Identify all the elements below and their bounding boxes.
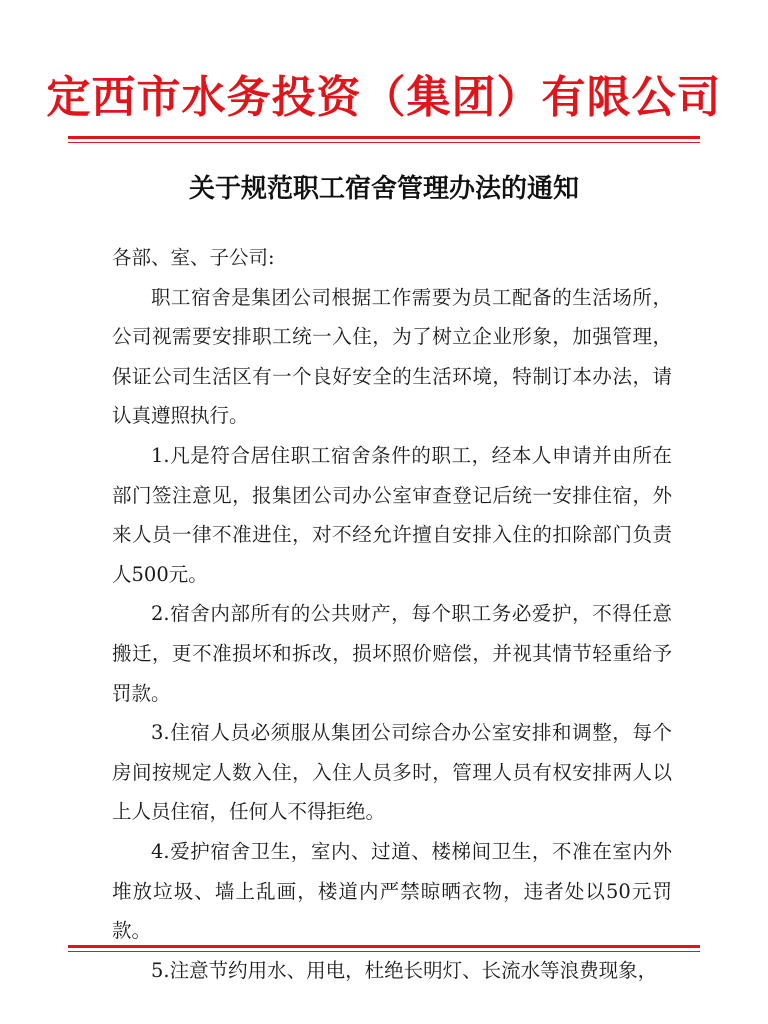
paragraph-item-4: 4.爱护宿舍卫生，室内、过道、楼梯间卫生，不准在室内外堆放垃圾、墙上乱画，楼道内严禁晾晒衣物，违者处以50元罚款。: [112, 839, 672, 943]
document-title: 关于规范职工宿舍管理办法的通知: [188, 174, 579, 204]
document-body: [112, 238, 672, 990]
paragraph-item-5: 5.注意节约用水、用电，杜绝长明灯、长流水等浪费现象，: [151, 958, 658, 982]
paragraph-item-3: 3.住宿人员必须服从集团公司综合办公室安排和调整，每个房间按规定人数入住，入住人员多时，管理人员有权安排两人以上人员住宿，任何人不得拒绝。: [112, 721, 672, 824]
paragraph-intro: 职工宿舍是集团公司根据工作需要为员工配备的生活场所，公司视需要安排职工统一入住，为了树立企业形象，加强管理，保证公司生活区有一个良好安全的生活环境，特制订本办法，请认真遵照执行。: [112, 285, 672, 428]
footer-rule-thin: [68, 951, 700, 952]
company-letterhead: 定西市水务投资（集团）有限公司: [46, 72, 722, 123]
letterhead-rule-thick: [68, 136, 700, 139]
footer-rule-thick: [68, 945, 700, 948]
salutation: 各部、室、子公司:: [112, 246, 275, 269]
paragraph-item-1: 1.凡是符合居住职工宿舍条件的职工，经本人申请并由所在部门签注意见，报集团公司办公室审查登记后统一安排住宿，外来人员一律不准进住，对不经允许擅自安排入住的扣除部门负责人500元。: [112, 443, 672, 586]
letterhead-rule-thin: [68, 142, 700, 143]
paragraph-item-2: 2.宿舍内部所有的公共财产，每个职工务必爱护，不得任意搬迁，更不准损坏和拆改，损坏照价赔偿，并视其情节轻重给予罚款。: [112, 602, 672, 705]
